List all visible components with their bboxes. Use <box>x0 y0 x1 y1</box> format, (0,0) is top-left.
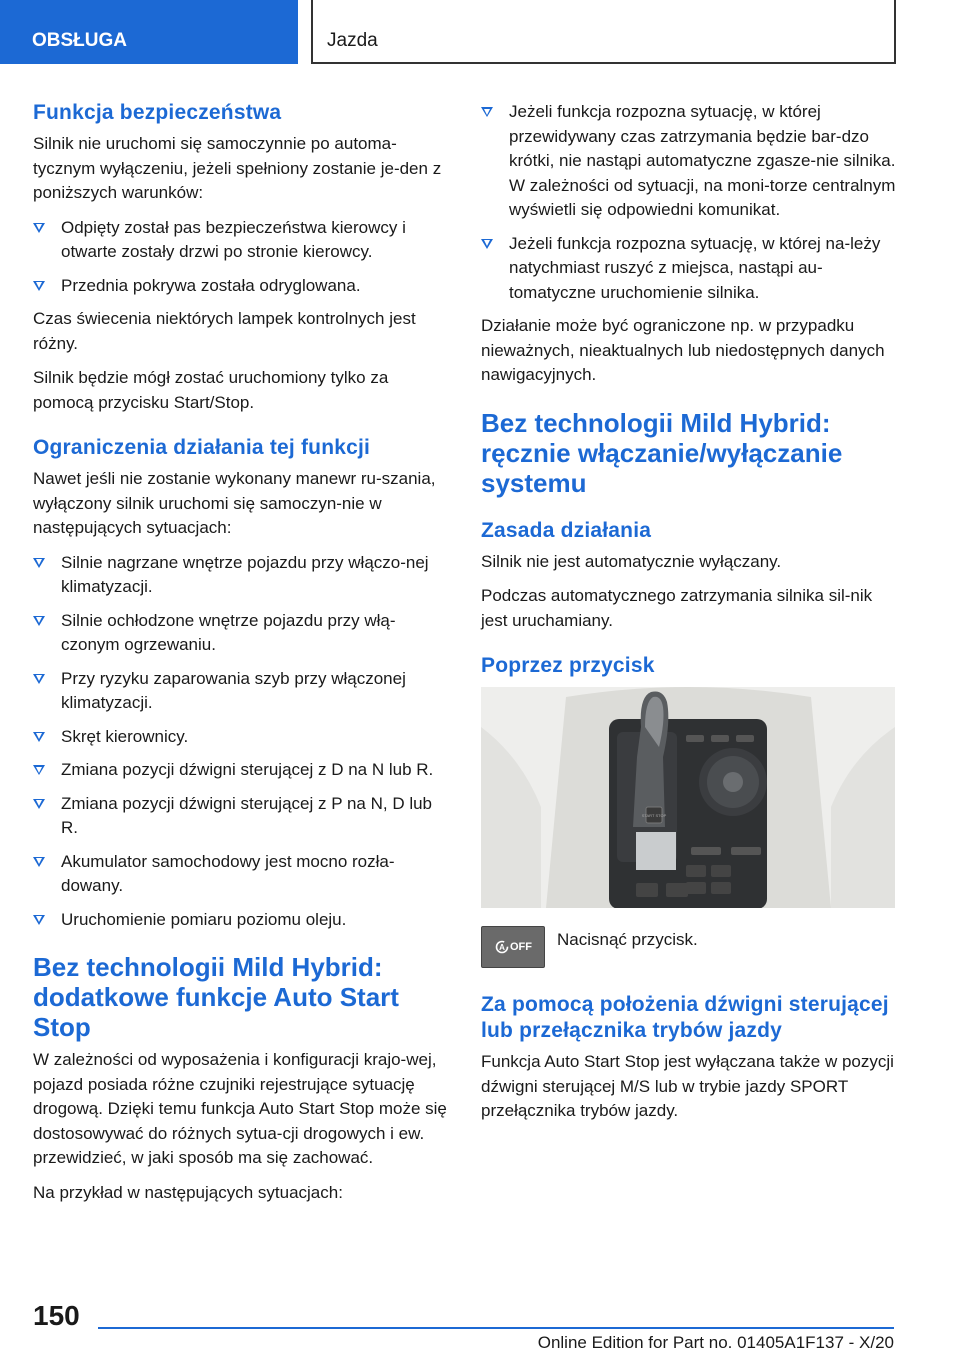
start-stop-label: START STOP <box>641 813 667 818</box>
paragraph-start: Silnik będzie mógł zostać uruchomiony tylko za pomocą przycisku Start/Stop. <box>33 368 389 412</box>
bullet-triangle-icon <box>33 915 45 925</box>
list-item: Silnie nagrzane wnętrze pojazdu przy włączo-nej klimatyzacji. <box>33 551 453 600</box>
list-item: Uruchomienie pomiaru poziomu oleju. <box>33 908 453 933</box>
heading-lever: Za pomocą położenia dźwigni sterującej lub przełącznika trybów jazdy <box>481 993 889 1042</box>
bullet-triangle-icon <box>481 239 493 249</box>
heading-manual-toggle: Bez technologii Mild Hybrid: ręcznie włączanie/wyłączanie systemu <box>481 407 843 498</box>
auto-start-stop-off-button-icon: A OFF <box>481 926 545 968</box>
bullet-triangle-icon <box>33 732 45 742</box>
list-item: Zmiana pozycji dźwigni sterującej z D na N lub R. <box>33 758 453 783</box>
list-item: Jeżeli funkcja rozpozna sytuację, w której na-leży natychmiast ruszyć z miejsca, nastąpi au-tomatyczne uruchomienie silnika. <box>481 232 897 306</box>
bullet-triangle-icon <box>33 799 45 809</box>
right-column <box>481 100 897 1134</box>
bullet-triangle-icon <box>33 857 45 867</box>
header-section-tab: OBSŁUGA <box>0 0 298 64</box>
list-item: Skręt kierownicy. <box>33 725 453 750</box>
footer-divider <box>98 1327 894 1329</box>
heading-principle: Zasada działania <box>481 518 652 542</box>
bullet-triangle-icon <box>33 223 45 233</box>
page-number: 150 <box>33 1300 80 1331</box>
header-chapter: Jazda <box>311 0 896 64</box>
paragraph-principle-1: Silnik nie jest automatycznie wyłączany. <box>481 551 782 571</box>
heading-limits: Ograniczenia działania tej funkcji <box>33 436 371 459</box>
paragraph-lever: Funkcja Auto Start Stop jest wyłączana także w pozycji dźwigni sterującej M/S lub w trybie jazdy SPORT przełącznika trybów jazdy. <box>481 1052 894 1120</box>
bullet-triangle-icon <box>33 616 45 626</box>
auto-start-stop-icon <box>494 939 510 955</box>
bullet-triangle-icon <box>33 558 45 568</box>
paragraph-limits: Nawet jeśli nie zostanie wykonany manewr ru-szania, wyłączony silnik uruchomi się samoczyn-nie w następujących sytuacjach: <box>33 469 436 537</box>
center-console-photo <box>481 687 895 908</box>
left-column <box>33 100 453 1215</box>
paragraph-safety: Silnik nie uruchomi się samoczynnie po automa-tycznym wyłączeniu, jeżeli spełniony zostanie je-den z poniższych warunków: <box>33 134 442 202</box>
example-list <box>481 100 897 305</box>
safety-list <box>33 216 453 299</box>
heading-extra-functions: Bez technologii Mild Hybrid: dodatkowe funkcje Auto Start Stop <box>33 952 399 1042</box>
center-console-illustration <box>481 687 895 908</box>
paragraph-press: Nacisnąć przycisk. <box>557 930 698 949</box>
bullet-triangle-icon <box>481 107 493 117</box>
svg-text:A: A <box>499 943 505 952</box>
heading-safety: Funkcja bezpieczeństwa <box>33 101 282 124</box>
heading-button: Poprzez przycisk <box>481 654 655 677</box>
list-item: Silnie ochłodzone wnętrze pojazdu przy włą-czonym ogrzewaniu. <box>33 609 453 658</box>
list-item: Odpięty został pas bezpieczeństwa kierowcy i otwarte zostały drzwi po stronie kierowcy. <box>33 216 453 265</box>
paragraph-navigation: Działanie może być ograniczone np. w przypadku nieważnych, nieaktualnych lub niedostępnych danych nawigacyjnych. <box>481 316 885 384</box>
limits-list <box>33 551 453 933</box>
list-item: Przednia pokrywa została odryglowana. <box>33 274 453 299</box>
bullet-triangle-icon <box>33 674 45 684</box>
bullet-triangle-icon <box>33 281 45 291</box>
off-button-row <box>481 926 897 968</box>
paragraph-example: Na przykład w następujących sytuacjach: <box>33 1182 343 1202</box>
list-item: Akumulator samochodowy jest mocno rozła-dowany. <box>33 850 453 899</box>
footer-edition: Online Edition for Part no. 01405A1F137 - X/20 <box>537 1333 894 1352</box>
list-item: Zmiana pozycji dźwigni sterującej z P na N, D lub R. <box>33 792 453 841</box>
list-item: Przy ryzyku zaparowania szyb przy włączonej klimatyzacji. <box>33 667 453 716</box>
paragraph-principle-2: Podczas automatycznego zatrzymania silnika sil-nik jest uruchamiany. <box>481 586 873 630</box>
bullet-triangle-icon <box>33 765 45 775</box>
paragraph-extra: W zależności od wyposażenia i konfiguracji krajo-wej, pojazd posiada różne czujniki rejestrujące sytuację drogową. Dzięki temu funkcja Auto Start Stop może się dostosowywać do różnych sytua-cji drogowych i ew. przewidzieć, w jaki sposób ma się zachować. <box>33 1050 447 1167</box>
list-item: Jeżeli funkcja rozpozna sytuację, w której przewidywany czas zatrzymania będzie bar-dzo krótki, nie nastąpi automatyczne zgasze-nie silnika. W zależności od sytuacji, na moni-torze centralnym wyświetli się odpowiedni komunikat. <box>481 100 897 223</box>
paragraph-lamps: Czas świecenia niektórych lampek kontrolnych jest różny. <box>33 309 416 353</box>
